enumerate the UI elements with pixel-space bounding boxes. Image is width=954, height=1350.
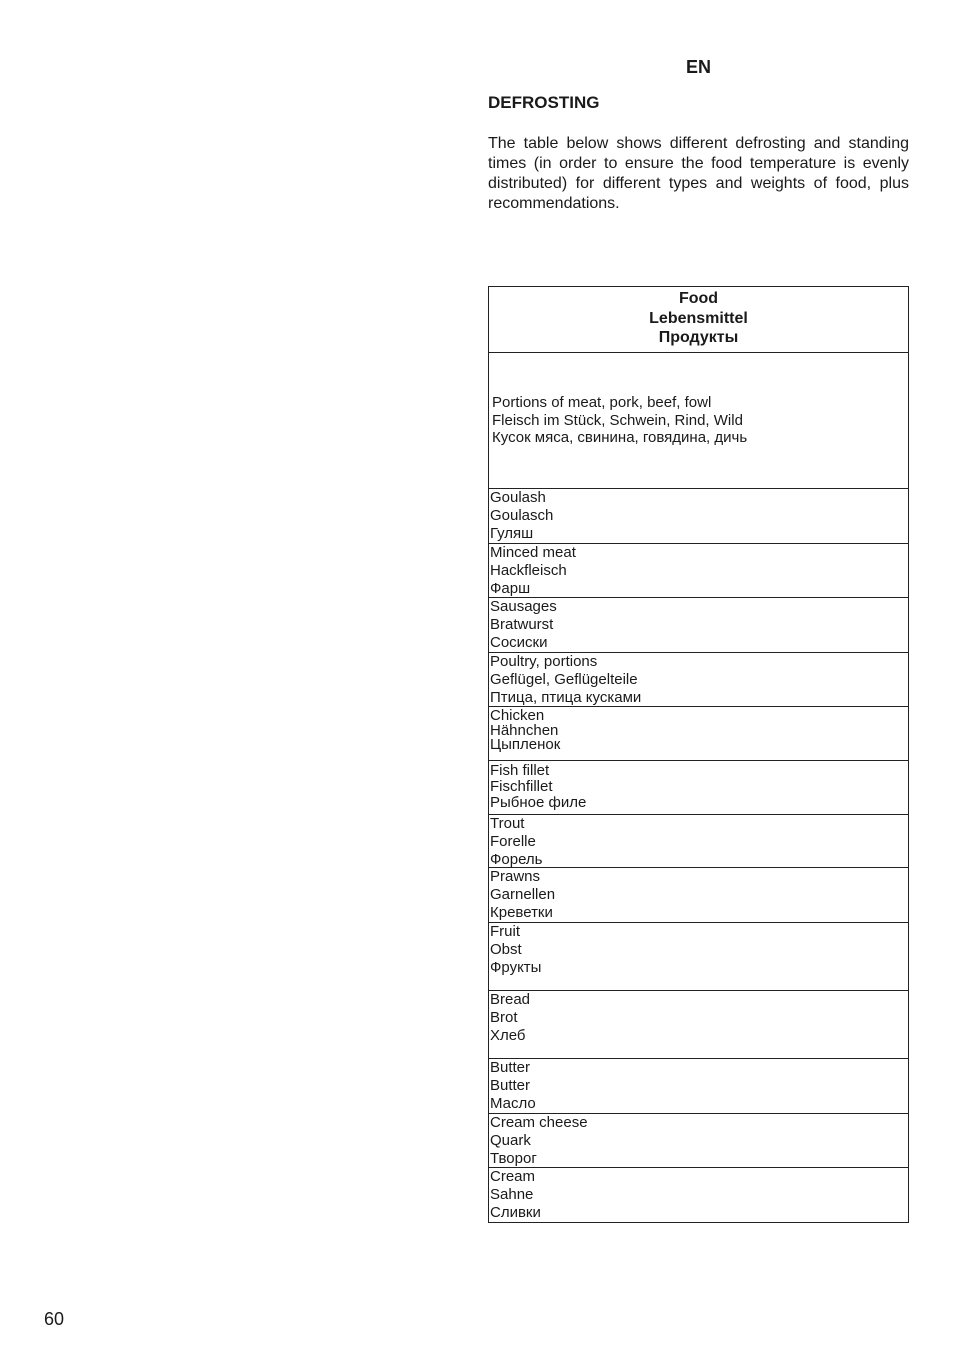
table-row — [489, 923, 908, 991]
food-en: Goulash — [490, 489, 546, 506]
food-de: Fischfillet — [490, 778, 553, 795]
header-food-de: Lebensmittel — [649, 309, 748, 327]
food-ru: Фарш — [490, 580, 531, 597]
language-label: EN — [686, 57, 712, 77]
food-en: Fruit — [490, 923, 520, 940]
food-de: Fleisch im Stück, Schwein, Rind, Wild — [492, 411, 743, 429]
food-ru: Креветки — [490, 904, 553, 921]
food-de: Hähnchen — [490, 721, 559, 739]
food-de: Bratwurst — [490, 616, 554, 633]
table-row — [489, 815, 908, 868]
food-en: Bread — [490, 991, 531, 1008]
food-de: Butter — [490, 1077, 531, 1094]
food-de: Garnellen — [490, 886, 556, 903]
food-en: Fish fillet — [490, 762, 550, 779]
table-row — [489, 1059, 908, 1114]
table-row — [489, 544, 908, 598]
table-row — [489, 1114, 908, 1168]
food-en: Cream — [490, 1168, 536, 1185]
food-ru: Сосиски — [490, 634, 548, 651]
food-ru: Сливки — [490, 1204, 541, 1221]
food-ru: Форель — [490, 851, 543, 868]
food-ru: Кусок мяса, свинина, говядина, дичь — [492, 429, 748, 446]
header-food-en: Food — [678, 290, 719, 307]
food-ru: Цыпленок — [490, 736, 561, 753]
table-row — [489, 1168, 908, 1223]
food-de: Sahne — [490, 1186, 534, 1203]
food-de: Forelle — [490, 833, 536, 850]
food-de: Quark — [490, 1132, 531, 1149]
food-ru: Птица, птица кусками — [490, 689, 642, 706]
food-de: Goulasch — [490, 507, 554, 524]
food-ru: Фрукты — [490, 959, 542, 976]
table-row — [489, 353, 908, 489]
food-en: Sausages — [490, 598, 557, 615]
food-de: Geflügel, Geflügelteile — [490, 671, 638, 688]
food-de: Brot — [490, 1009, 518, 1026]
table-row — [489, 868, 908, 923]
food-en: Trout — [490, 815, 525, 832]
food-ru: Творог — [490, 1150, 537, 1167]
table-row — [489, 761, 908, 815]
food-en: Butter — [490, 1059, 531, 1076]
food-en: Prawns — [490, 868, 541, 885]
intro-paragraph: The table below shows different defrosting and standing times (in order to ensure the food temperature is evenly distributed) for different types and weights of food, plus recommendations. — [488, 135, 909, 212]
defrosting-table — [488, 286, 909, 1223]
table-row — [489, 653, 908, 707]
table-row — [489, 489, 908, 544]
food-ru: Хлеб — [490, 1027, 526, 1044]
food-en: Minced meat — [490, 544, 576, 561]
food-ru: Рыбное филе — [490, 794, 587, 811]
page-number: 60 — [44, 1309, 65, 1329]
table-row — [489, 598, 908, 653]
food-ru: Масло — [490, 1095, 536, 1112]
food-ru: Гуляш — [490, 525, 534, 542]
food-en: Cream cheese — [490, 1114, 588, 1131]
table-header — [489, 287, 908, 353]
table-row — [489, 707, 908, 761]
food-en: Portions of meat, pork, beef, fowl — [492, 394, 712, 411]
header-food-ru: Продукты — [658, 329, 739, 346]
food-en: Poultry, portions — [490, 653, 598, 670]
section-title: DEFROSTING — [488, 93, 600, 112]
food-de: Obst — [490, 941, 522, 958]
food-de: Hackfleisch — [490, 562, 567, 579]
food-en: Chicken — [490, 707, 545, 724]
table-row — [489, 991, 908, 1059]
